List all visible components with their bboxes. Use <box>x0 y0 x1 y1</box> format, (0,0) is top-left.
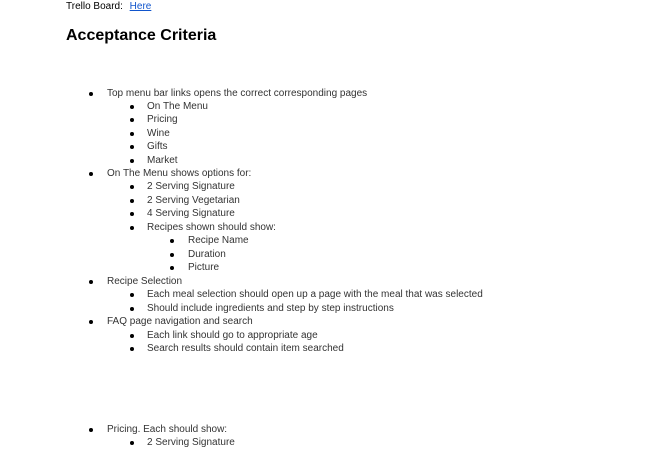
bullet-icon <box>89 320 93 324</box>
list-item: 2 Serving Signature <box>147 181 235 192</box>
bullet-icon <box>89 280 93 284</box>
list-item: Wine <box>147 128 170 139</box>
trello-board-label: Trello Board: <box>66 1 123 12</box>
bullet-icon <box>170 239 174 243</box>
bullet-icon <box>130 105 134 109</box>
list-item: Picture <box>188 262 220 273</box>
bullet-icon <box>130 118 134 122</box>
list-item: 4 Serving Signature <box>147 208 235 219</box>
list-item: On The Menu shows options for: <box>107 168 252 179</box>
list-item: Top menu bar links opens the correct corresponding pages <box>107 88 368 99</box>
bullet-icon <box>170 266 174 270</box>
bullet-icon <box>130 132 134 136</box>
list-item: Each link should go to appropriate age <box>147 330 318 341</box>
list-item: Recipes shown should show: <box>147 222 276 233</box>
bullet-icon <box>170 253 174 257</box>
bullet-icon <box>130 347 134 351</box>
list-item: Recipe Selection <box>107 276 183 287</box>
list-item: Pricing. Each should show: <box>107 424 228 435</box>
bullet-icon <box>89 428 93 432</box>
bullet-icon <box>89 92 93 96</box>
bullet-icon <box>130 293 134 297</box>
trello-board-line <box>66 0 151 13</box>
list-item: 2 Serving Vegetarian <box>147 195 240 206</box>
bullet-icon <box>130 159 134 163</box>
list-item: Market <box>147 155 178 166</box>
bullet-icon <box>130 307 134 311</box>
bullet-icon <box>130 226 134 230</box>
bullet-icon <box>130 334 134 338</box>
bullet-icon <box>130 199 134 203</box>
bullet-icon <box>89 172 93 176</box>
list-item: Pricing <box>147 114 178 125</box>
list-item: FAQ page navigation and search <box>107 316 253 327</box>
bullet-icon <box>130 185 134 189</box>
bullet-icon <box>130 441 134 445</box>
bullet-icon <box>130 145 134 149</box>
trello-board-link[interactable]: Here <box>129 1 152 12</box>
list-item: 2 Serving Signature <box>147 437 235 448</box>
list-item: Recipe Name <box>188 235 249 246</box>
list-item: Duration <box>188 249 226 260</box>
list-item: Gifts <box>147 141 168 152</box>
bullet-icon <box>130 212 134 216</box>
list-item: Each meal selection should open up a page with the meal that was selected <box>147 289 483 300</box>
list-item: Should include ingredients and step by step instructions <box>147 303 394 314</box>
list-item: Search results should contain item searched <box>147 343 344 354</box>
page-title: Acceptance Criteria <box>66 27 217 44</box>
list-item: On The Menu <box>147 101 208 112</box>
